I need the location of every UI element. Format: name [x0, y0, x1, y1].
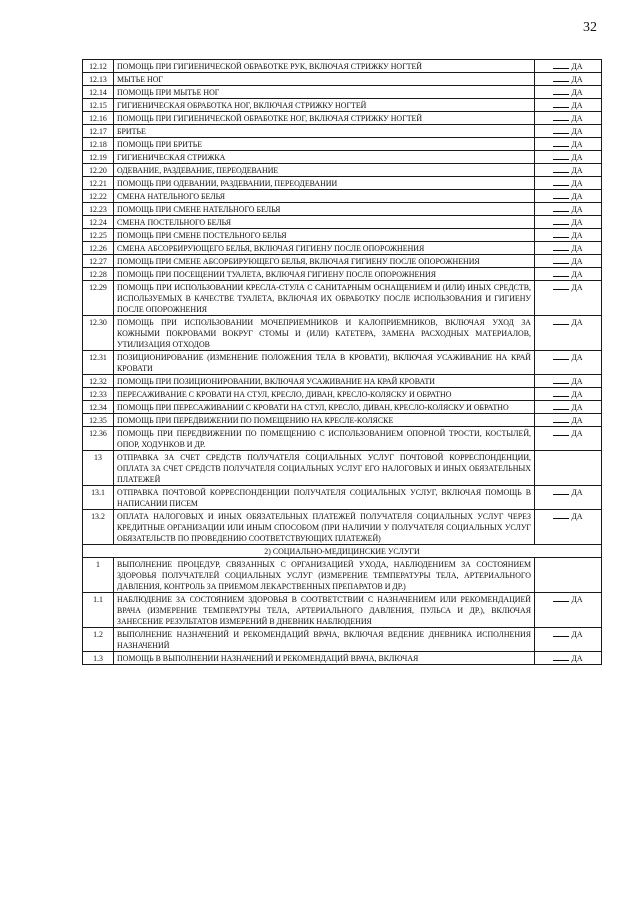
answer-label: ДА — [571, 318, 583, 327]
item-number: 13 — [83, 451, 114, 486]
answer-label: ДА — [571, 140, 583, 149]
item-description: МЫТЬЕ НОГ — [114, 73, 535, 86]
item-description: ОПЛАТА НАЛОГОВЫХ И ИНЫХ ОБЯЗАТЕЛЬНЫХ ПЛАТЕЖЕЙ ПОЛУЧАТЕЛЯ СОЦИАЛЬНЫХ УСЛУГ ЧЕРЕЗ КРЕДИТНЫЕ ОРГАНИЗАЦИИ ИЛИ ИНЫМ СПОСОБОМ (ПРИ НАЛИЧИИ У ПОЛУЧАТЕЛЯ СОЦИАЛЬНЫХ УСЛУГ ОБЯЗАТЕЛЬСТВ ПО ПРОВЕДЕНИЮ СООТВЕТСТВУЮЩИХ ПЛАТЕЖЕЙ) — [114, 510, 535, 545]
answer-cell — [535, 427, 602, 451]
answer-cell — [535, 316, 602, 351]
item-description: ПОМОЩЬ ПРИ ГИГИЕНИЧЕСКОЙ ОБРАБОТКЕ НОГ, ВКЛЮЧАЯ СТРИЖКУ НОГТЕЙ — [114, 112, 535, 125]
answer-label: ДА — [571, 244, 583, 253]
answer-cell — [535, 255, 602, 268]
answer-blank-line[interactable] — [553, 243, 569, 251]
table-row — [83, 190, 602, 203]
answer-blank-line[interactable] — [553, 352, 569, 360]
item-description: ОТПРАВКА ПОЧТОВОЙ КОРРЕСПОНДЕНЦИИ ПОЛУЧАТЕЛЯ СОЦИАЛЬНЫХ УСЛУГ, ВКЛЮЧАЯ ПОМОЩЬ В НАПИСАНИИ ПИСЕМ — [114, 486, 535, 510]
table-row — [83, 268, 602, 281]
table-row — [83, 177, 602, 190]
item-number: 13.2 — [83, 510, 114, 545]
answer-cell — [535, 510, 602, 545]
item-number: 12.16 — [83, 112, 114, 125]
table-row — [83, 255, 602, 268]
item-number: 12.25 — [83, 229, 114, 242]
answer-cell — [535, 281, 602, 316]
table-row — [83, 229, 602, 242]
item-number: 1.1 — [83, 593, 114, 628]
answer-blank-line[interactable] — [553, 428, 569, 436]
answer-blank-line[interactable] — [553, 487, 569, 495]
answer-cell — [535, 351, 602, 375]
item-description: ПОМОЩЬ ПРИ ОДЕВАНИИ, РАЗДЕВАНИИ, ПЕРЕОДЕВАНИИ — [114, 177, 535, 190]
item-number: 12.34 — [83, 401, 114, 414]
item-description: ПОМОЩЬ В ВЫПОЛНЕНИИ НАЗНАЧЕНИЙ И РЕКОМЕНДАЦИЙ ВРАЧА, ВКЛЮЧАЯ — [114, 652, 535, 665]
answer-cell — [535, 125, 602, 138]
answer-label: ДА — [571, 353, 583, 362]
answer-cell — [535, 138, 602, 151]
table-row — [83, 125, 602, 138]
table-row — [83, 427, 602, 451]
answer-label: ДА — [571, 218, 583, 227]
answer-blank-line[interactable] — [553, 178, 569, 186]
item-description: ПЕРЕСАЖИВАНИЕ С КРОВАТИ НА СТУЛ, КРЕСЛО, ДИВАН, КРЕСЛО-КОЛЯСКУ И ОБРАТНО — [114, 388, 535, 401]
table-row — [83, 60, 602, 73]
item-number: 12.22 — [83, 190, 114, 203]
answer-blank-line[interactable] — [553, 282, 569, 290]
item-description: ПОМОЩЬ ПРИ ПОСЕЩЕНИИ ТУАЛЕТА, ВКЛЮЧАЯ ГИГИЕНУ ПОСЛЕ ОПОРОЖНЕНИЯ — [114, 268, 535, 281]
table-row — [83, 203, 602, 216]
table-row — [83, 316, 602, 351]
answer-label: ДА — [571, 403, 583, 412]
table-row — [83, 652, 602, 665]
answer-label: ДА — [571, 205, 583, 214]
table-row — [83, 510, 602, 545]
item-description: ОДЕВАНИЕ, РАЗДЕВАНИЕ, ПЕРЕОДЕВАНИЕ — [114, 164, 535, 177]
item-description: ОТПРАВКА ЗА СЧЕТ СРЕДСТВ ПОЛУЧАТЕЛЯ СОЦИАЛЬНЫХ УСЛУГ ПОЧТОВОЙ КОРРЕСПОНДЕНЦИИ, ОПЛАТА ЗА СЧЕТ СРЕДСТВ ПОЛУЧАТЕЛЯ СОЦИАЛЬНЫХ УСЛУГ ЕГО НАЛОГОВЫХ И ИНЫХ ОБЯЗАТЕЛЬНЫХ ПЛАТЕЖЕЙ — [114, 451, 535, 486]
item-description: ПОМОЩЬ ПРИ ГИГИЕНИЧЕСКОЙ ОБРАБОТКЕ РУК, ВКЛЮЧАЯ СТРИЖКУ НОГТЕЙ — [114, 60, 535, 73]
answer-cell — [535, 151, 602, 164]
item-description: СМЕНА АБСОРБИРУЮЩЕГО БЕЛЬЯ, ВКЛЮЧАЯ ГИГИЕНУ ПОСЛЕ ОПОРОЖНЕНИЯ — [114, 242, 535, 255]
item-description: СМЕНА НАТЕЛЬНОГО БЕЛЬЯ — [114, 190, 535, 203]
item-description: ГИГИЕНИЧЕСКАЯ ОБРАБОТКА НОГ, ВКЛЮЧАЯ СТРИЖКУ НОГТЕЙ — [114, 99, 535, 112]
table-row — [83, 486, 602, 510]
answer-blank-line[interactable] — [553, 269, 569, 277]
answer-blank-line[interactable] — [553, 389, 569, 397]
answer-blank-line[interactable] — [553, 204, 569, 212]
item-description: ПОМОЩЬ ПРИ ПОЗИЦИОНИРОВАНИИ, ВКЛЮЧАЯ УСАЖИВАНИЕ НА КРАЙ КРОВАТИ — [114, 375, 535, 388]
item-number: 12.35 — [83, 414, 114, 427]
answer-cell — [535, 628, 602, 652]
answer-label: ДА — [571, 62, 583, 71]
item-description: ПОМОЩЬ ПРИ СМЕНЕ НАТЕЛЬНОГО БЕЛЬЯ — [114, 203, 535, 216]
item-description: ПОМОЩЬ ПРИ ИСПОЛЬЗОВАНИИ МОЧЕПРИЕМНИКОВ И КАЛОПРИЕМНИКОВ, ВКЛЮЧАЯ УХОД ЗА КОЖНЫМИ ПОКРОВАМИ ВОКРУГ СТОМЫ И (ИЛИ) КАТЕТЕРА, ЗАМЕНА РАСХОДНЫХ МАТЕРИАЛОВ, УТИЛИЗАЦИЯ ОТХОДОВ — [114, 316, 535, 351]
answer-cell — [535, 177, 602, 190]
item-description: ПОМОЩЬ ПРИ БРИТЬЕ — [114, 138, 535, 151]
answer-cell — [535, 593, 602, 628]
answer-blank-line[interactable] — [553, 415, 569, 423]
services-table — [82, 59, 602, 665]
answer-blank-line[interactable] — [553, 165, 569, 173]
item-number: 12.36 — [83, 427, 114, 451]
answer-label: ДА — [571, 377, 583, 386]
answer-cell — [535, 99, 602, 112]
answer-label: ДА — [571, 595, 583, 604]
item-number: 12.27 — [83, 255, 114, 268]
answer-blank-line[interactable] — [553, 126, 569, 134]
answer-label: ДА — [571, 488, 583, 497]
answer-cell — [535, 216, 602, 229]
answer-label: ДА — [571, 512, 583, 521]
table-row — [83, 401, 602, 414]
item-description: ГИГИЕНИЧЕСКАЯ СТРИЖКА — [114, 151, 535, 164]
table-row — [83, 242, 602, 255]
answer-blank-line[interactable] — [553, 402, 569, 410]
answer-blank-line[interactable] — [553, 317, 569, 325]
page-number: 32 — [583, 20, 597, 35]
answer-blank-line[interactable] — [553, 511, 569, 519]
answer-label: ДА — [571, 101, 583, 110]
item-number: 12.13 — [83, 73, 114, 86]
table-row — [83, 86, 602, 99]
item-number: 12.18 — [83, 138, 114, 151]
answer-label: ДА — [571, 88, 583, 97]
item-number: 12.28 — [83, 268, 114, 281]
item-number: 12.20 — [83, 164, 114, 177]
answer-cell — [535, 652, 602, 665]
answer-blank-line[interactable] — [553, 653, 569, 661]
answer-blank-line[interactable] — [553, 594, 569, 602]
answer-blank-line[interactable] — [553, 256, 569, 264]
table-row — [83, 451, 602, 486]
answer-label: ДА — [571, 270, 583, 279]
item-description: ПОМОЩЬ ПРИ ПЕРЕДВИЖЕНИИ ПО ПОМЕЩЕНИЮ С ИСПОЛЬЗОВАНИЕМ ОПОРНОЙ ТРОСТИ, КОСТЫЛЕЙ, ОПОР, ХОДУНКОВ И ДР. — [114, 427, 535, 451]
item-number: 12.12 — [83, 60, 114, 73]
answer-blank-line[interactable] — [553, 113, 569, 121]
answer-cell — [535, 388, 602, 401]
table-row — [83, 414, 602, 427]
section-title: 2) СОЦИАЛЬНО-МЕДИЦИНСКИЕ УСЛУГИ — [83, 545, 602, 558]
answer-blank-line[interactable] — [553, 629, 569, 637]
item-number: 12.30 — [83, 316, 114, 351]
answer-blank-line[interactable] — [553, 87, 569, 95]
table-row — [83, 351, 602, 375]
table-row — [83, 216, 602, 229]
item-description: ПОМОЩЬ ПРИ МЫТЬЕ НОГ — [114, 86, 535, 99]
item-number: 12.23 — [83, 203, 114, 216]
item-description: ПОМОЩЬ ПРИ СМЕНЕ ПОСТЕЛЬНОГО БЕЛЬЯ — [114, 229, 535, 242]
answer-label: ДА — [571, 630, 583, 639]
item-number: 12.19 — [83, 151, 114, 164]
answer-cell — [535, 203, 602, 216]
item-description: СМЕНА ПОСТЕЛЬНОГО БЕЛЬЯ — [114, 216, 535, 229]
answer-label: ДА — [571, 416, 583, 425]
table-row — [83, 593, 602, 628]
answer-label: ДА — [571, 654, 583, 663]
answer-cell — [535, 242, 602, 255]
answer-blank-line[interactable] — [553, 230, 569, 238]
item-number: 12.29 — [83, 281, 114, 316]
answer-cell — [535, 229, 602, 242]
item-description: ВЫПОЛНЕНИЕ ПРОЦЕДУР, СВЯЗАННЫХ С ОРГАНИЗАЦИЕЙ УХОДА, НАБЛЮДЕНИЕМ ЗА СОСТОЯНИЕМ ЗДОРОВЬЯ ПОЛУЧАТЕЛЕЙ СОЦИАЛЬНЫХ УСЛУГ (ИЗМЕРЕНИЕ ТЕМПЕРАТУРЫ ТЕЛА, АРТЕРИАЛЬНОГО ДАВЛЕНИЯ, КОНТРОЛЬ ЗА ПРИЕМОМ ЛЕКАРСТВЕННЫХ ПРЕПАРАТОВ И ДР.) — [114, 558, 535, 593]
item-description: ПОМОЩЬ ПРИ ПЕРЕСАЖИВАНИИ С КРОВАТИ НА СТУЛ, КРЕСЛО, ДИВАН, КРЕСЛО-КОЛЯСКУ И ОБРАТНО — [114, 401, 535, 414]
item-number: 12.14 — [83, 86, 114, 99]
answer-label: ДА — [571, 283, 583, 292]
answer-blank-line[interactable] — [553, 191, 569, 199]
answer-cell — [535, 414, 602, 427]
item-description: НАБЛЮДЕНИЕ ЗА СОСТОЯНИЕМ ЗДОРОВЬЯ В СООТВЕТСТВИИ С НАЗНАЧЕНИЕМ ИЛИ РЕКОМЕНДАЦИЕЙ ВРАЧА (ИЗМЕРЕНИЕ ТЕМПЕРАТУРЫ ТЕЛА, АРТЕРИАЛЬНОГО ДАВЛЕНИЯ, ПУЛЬСА И ДР.), ВКЛЮЧАЯ ЗАНЕСЕНИЕ РЕЗУЛЬТАТОВ ИЗМЕРЕНИЙ В ДНЕВНИК НАБЛЮДЕНИЯ — [114, 593, 535, 628]
answer-blank-line[interactable] — [553, 100, 569, 108]
answer-cell — [535, 190, 602, 203]
answer-blank-line[interactable] — [553, 74, 569, 82]
answer-label: ДА — [571, 231, 583, 240]
answer-cell — [535, 86, 602, 99]
item-description: ВЫПОЛНЕНИЕ НАЗНАЧЕНИЙ И РЕКОМЕНДАЦИЙ ВРАЧА, ВКЛЮЧАЯ ВЕДЕНИЕ ДНЕВНИКА ИСПОЛНЕНИЯ НАЗНАЧЕНИЙ — [114, 628, 535, 652]
item-number: 12.33 — [83, 388, 114, 401]
answer-blank-line[interactable] — [553, 139, 569, 147]
answer-cell — [535, 60, 602, 73]
table-row — [83, 99, 602, 112]
table-row — [83, 628, 602, 652]
answer-label: ДА — [571, 127, 583, 136]
answer-label: ДА — [571, 75, 583, 84]
item-description: ПОЗИЦИОНИРОВАНИЕ (ИЗМЕНЕНИЕ ПОЛОЖЕНИЯ ТЕЛА В КРОВАТИ), ВКЛЮЧАЯ УСАЖИВАНИЕ НА КРАЙ КРОВАТИ — [114, 351, 535, 375]
item-number: 12.17 — [83, 125, 114, 138]
answer-cell — [535, 112, 602, 125]
item-description: ПОМОЩЬ ПРИ СМЕНЕ АБСОРБИРУЮЩЕГО БЕЛЬЯ, ВКЛЮЧАЯ ГИГИЕНУ ПОСЛЕ ОПОРОЖНЕНИЯ — [114, 255, 535, 268]
item-number: 12.32 — [83, 375, 114, 388]
table-row — [83, 558, 602, 593]
answer-cell — [535, 401, 602, 414]
answer-blank-line[interactable] — [553, 61, 569, 69]
item-number: 12.24 — [83, 216, 114, 229]
section-row — [83, 545, 602, 558]
answer-label: ДА — [571, 179, 583, 188]
table-row — [83, 151, 602, 164]
table-row — [83, 375, 602, 388]
answer-cell — [535, 375, 602, 388]
table-row — [83, 73, 602, 86]
answer-cell — [535, 164, 602, 177]
table-row — [83, 138, 602, 151]
answer-cell — [535, 73, 602, 86]
answer-label: ДА — [571, 429, 583, 438]
item-number: 1 — [83, 558, 114, 593]
item-number: 13.1 — [83, 486, 114, 510]
answer-label: ДА — [571, 390, 583, 399]
item-number: 12.15 — [83, 99, 114, 112]
answer-cell — [535, 486, 602, 510]
answer-cell — [535, 451, 602, 486]
answer-label: ДА — [571, 257, 583, 266]
item-number: 1.2 — [83, 628, 114, 652]
item-number: 12.26 — [83, 242, 114, 255]
answer-blank-line[interactable] — [553, 152, 569, 160]
item-number: 12.21 — [83, 177, 114, 190]
answer-label: ДА — [571, 153, 583, 162]
item-number: 12.31 — [83, 351, 114, 375]
answer-blank-line[interactable] — [553, 376, 569, 384]
answer-label: ДА — [571, 166, 583, 175]
table-row — [83, 112, 602, 125]
item-description: ПОМОЩЬ ПРИ ПЕРЕДВИЖЕНИИ ПО ПОМЕЩЕНИЮ НА КРЕСЛЕ-КОЛЯСКЕ — [114, 414, 535, 427]
item-description: ПОМОЩЬ ПРИ ИСПОЛЬЗОВАНИИ КРЕСЛА-СТУЛА С САНИТАРНЫМ ОСНАЩЕНИЕМ И (ИЛИ) ИНЫХ СРЕДСТВ, ИСПОЛЬЗУЕМЫХ В КАЧЕСТВЕ ТУАЛЕТА, ВКЛЮЧАЯ ИХ ОБРАБОТКУ ПОСЛЕ ИСПОЛЬЗОВАНИЯ И ГИГИЕНУ ПОСЛЕ ОПОРОЖНЕНИЯ — [114, 281, 535, 316]
table-row — [83, 388, 602, 401]
table-row — [83, 164, 602, 177]
answer-blank-line[interactable] — [553, 217, 569, 225]
answer-cell — [535, 268, 602, 281]
table-row — [83, 281, 602, 316]
answer-cell — [535, 558, 602, 593]
answer-label: ДА — [571, 192, 583, 201]
item-description: БРИТЬЕ — [114, 125, 535, 138]
item-number: 1.3 — [83, 652, 114, 665]
answer-label: ДА — [571, 114, 583, 123]
